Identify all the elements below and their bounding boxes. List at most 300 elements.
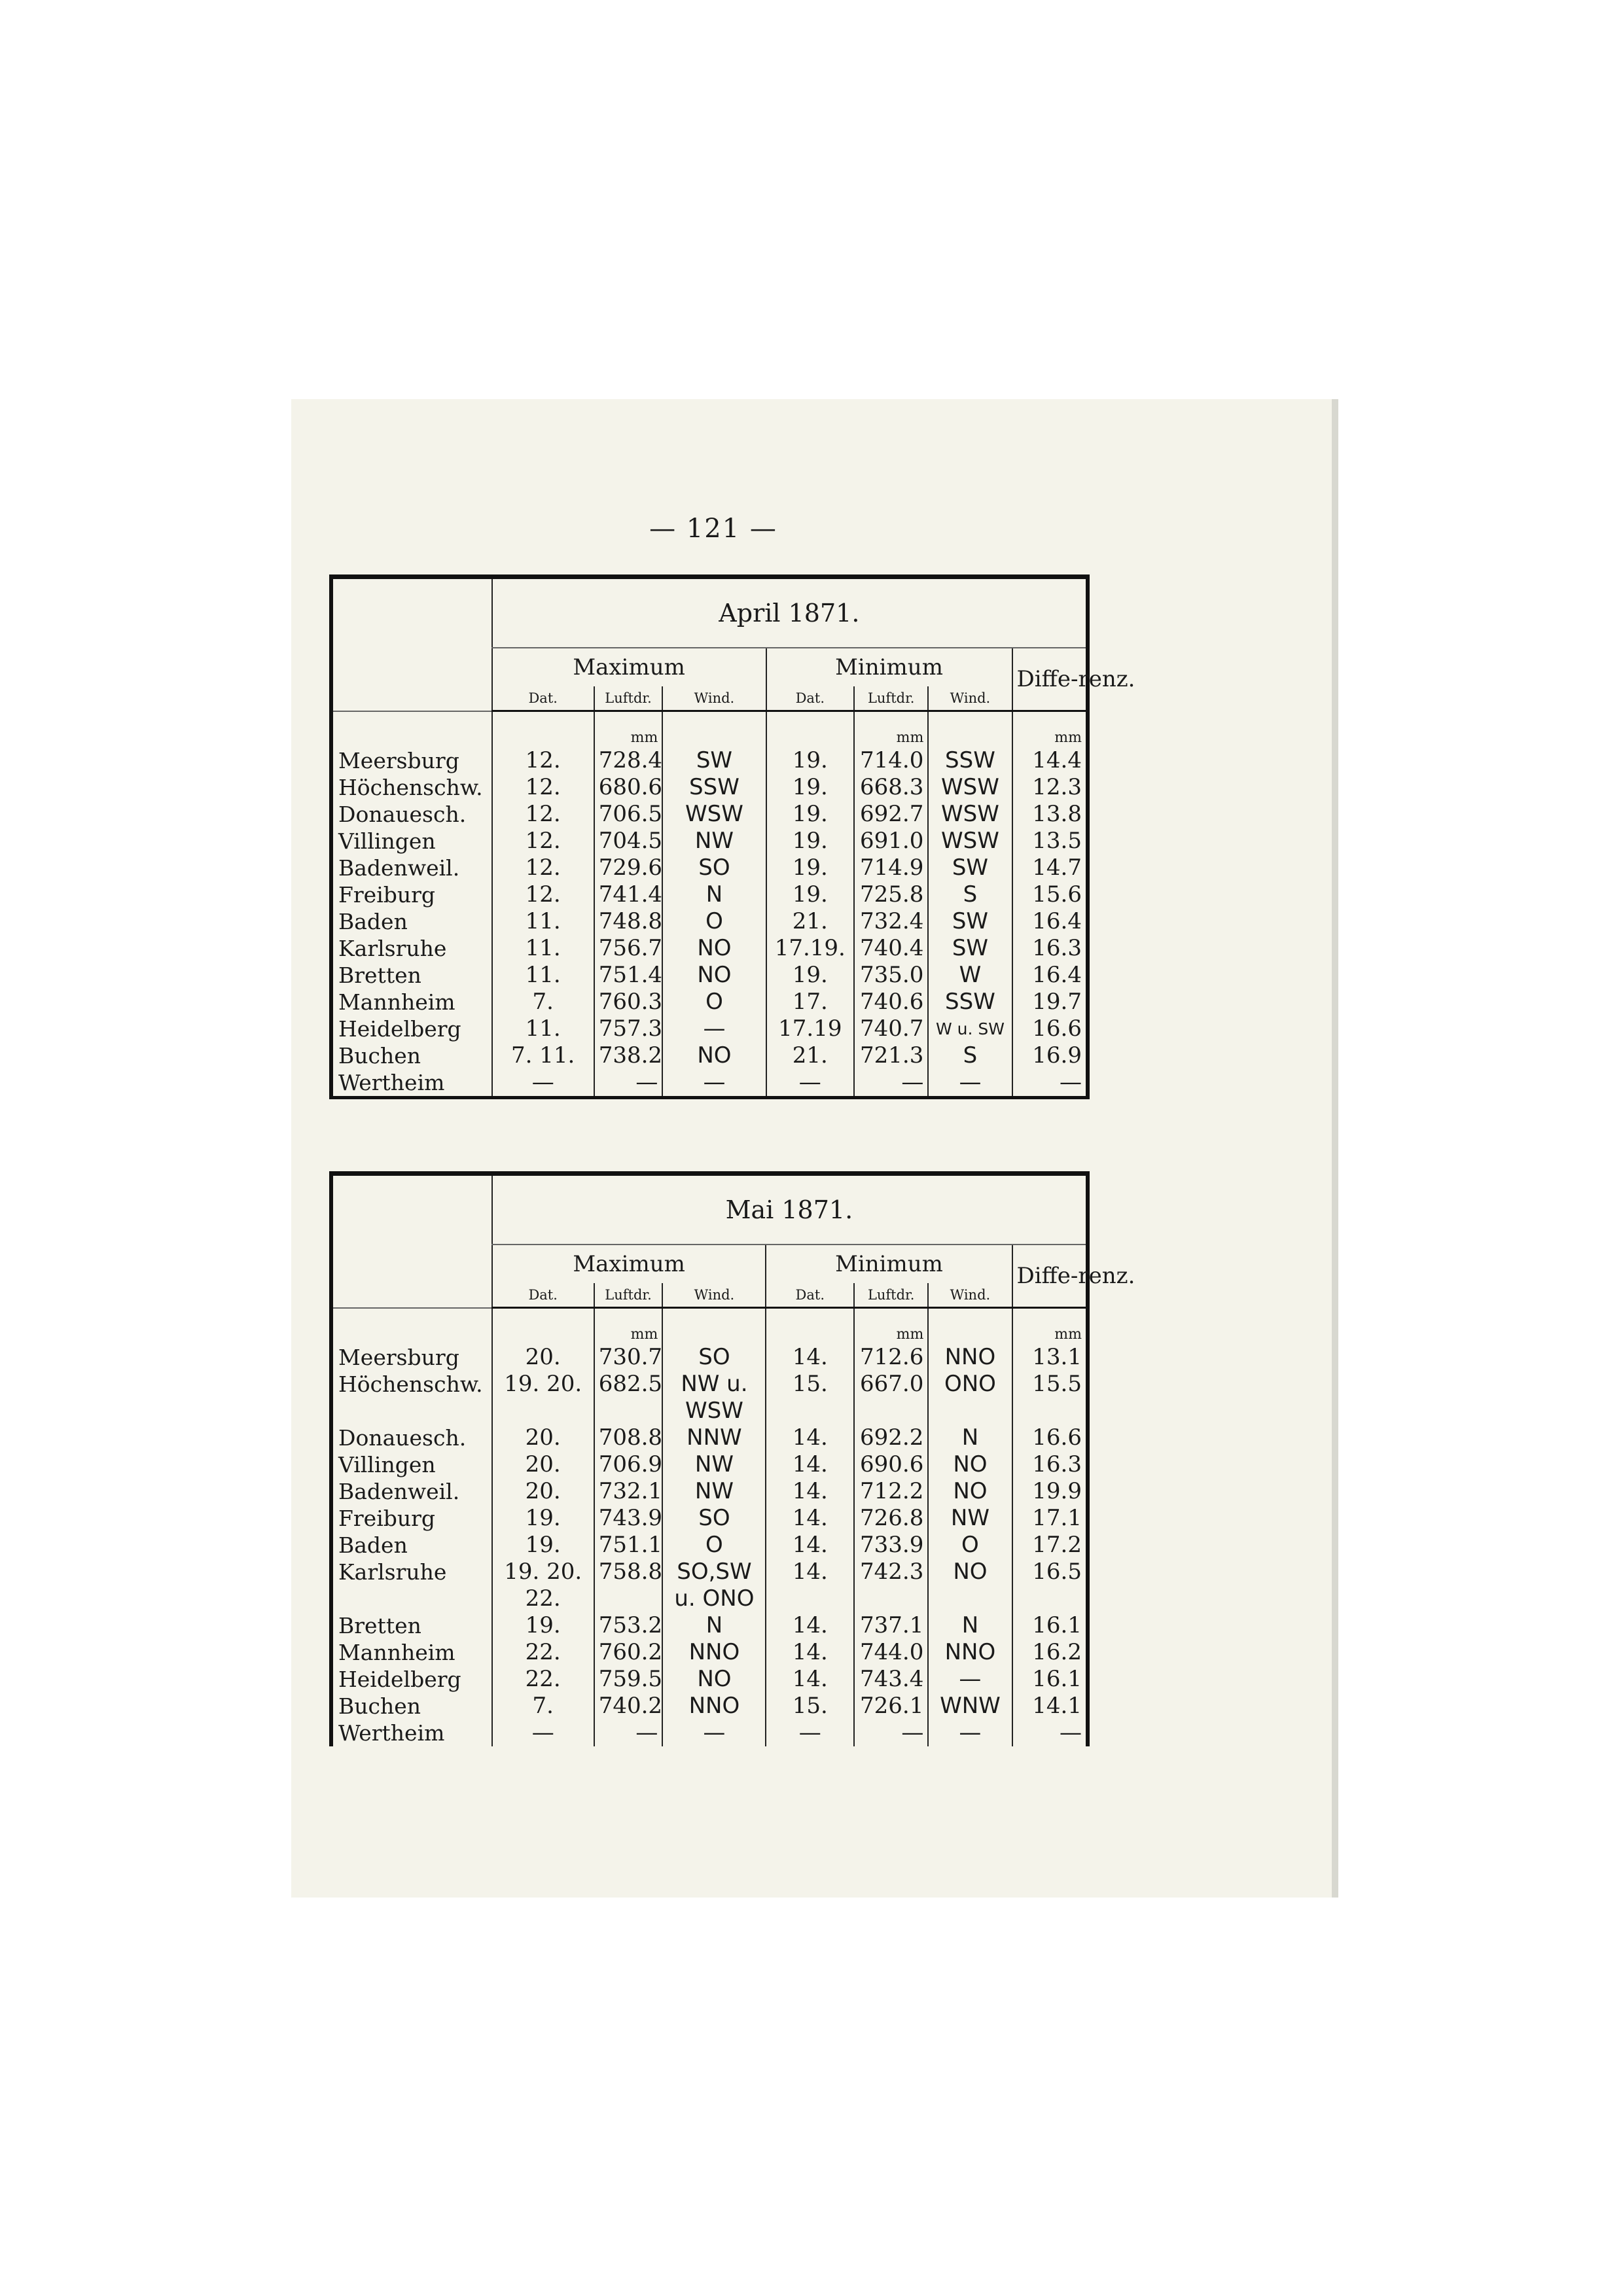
min-wind: N xyxy=(928,1612,1012,1639)
max-wind: SO xyxy=(662,855,766,881)
max-date: 19. xyxy=(492,1505,594,1532)
empty-cell xyxy=(928,711,1012,748)
differenz-value: 16.9 xyxy=(1012,1042,1088,1069)
differenz-value: 16.6 xyxy=(1012,1016,1088,1042)
max-date: 12. xyxy=(492,855,594,881)
min-pressure: 721.3 xyxy=(854,1042,928,1069)
max-wind: NO xyxy=(662,1042,766,1069)
max-wind: O xyxy=(662,908,766,935)
table-row xyxy=(331,1585,1088,1612)
min-dat-header: Dat. xyxy=(766,1283,854,1308)
min-date: 17. xyxy=(766,989,855,1016)
differenz-value: 13.1 xyxy=(1012,1344,1088,1371)
min-date: 14. xyxy=(766,1532,854,1559)
min-date: 14. xyxy=(766,1559,854,1585)
table-row xyxy=(331,801,1088,828)
min-date: 14. xyxy=(766,1451,854,1478)
maximum-header: Maximum xyxy=(492,1245,766,1283)
station-name: Heidelberg xyxy=(338,1667,461,1692)
max-date: 19. 20. xyxy=(492,1371,594,1398)
differenz-value: 12.3 xyxy=(1012,774,1088,801)
table-row xyxy=(331,881,1088,908)
min-date: 19. xyxy=(766,801,855,828)
min-pressure: 712.6 xyxy=(854,1344,928,1371)
max-wind: NNO xyxy=(662,1639,766,1666)
empty-cell xyxy=(662,1308,766,1345)
differenz-header: Diffe-renz. xyxy=(1012,1245,1088,1308)
min-date: 19. xyxy=(766,828,855,855)
max-date: 7. xyxy=(492,1693,594,1720)
max-pressure: 728.4 xyxy=(594,747,663,774)
max-pressure: 760.3 xyxy=(594,989,663,1016)
differenz-value: 16.3 xyxy=(1012,1451,1088,1478)
min-pressure: 740.4 xyxy=(854,935,928,962)
table-row xyxy=(331,747,1088,774)
max-dat-header: Dat. xyxy=(492,686,594,711)
min-wind: SW xyxy=(928,855,1012,881)
max-date: — xyxy=(492,1069,594,1098)
min-pressure: 726.1 xyxy=(854,1693,928,1720)
min-wind: — xyxy=(928,1069,1012,1098)
min-pressure: 732.4 xyxy=(854,908,928,935)
min-date: 19. xyxy=(766,774,855,801)
max-date: 20. xyxy=(492,1344,594,1371)
mai-table-body xyxy=(331,1174,1135,1747)
max-wind: — xyxy=(662,1720,766,1746)
min-wind: WSW xyxy=(928,774,1012,801)
max-wind-header: Wind. xyxy=(662,1283,766,1308)
station-name: Badenweil. xyxy=(338,1479,460,1504)
table-row xyxy=(331,989,1088,1016)
max-date: 12. xyxy=(492,774,594,801)
max-date: 22. xyxy=(492,1639,594,1666)
min-wind: O xyxy=(928,1532,1012,1559)
max-wind: — xyxy=(662,1016,766,1042)
max-pressure: 682.5 xyxy=(594,1371,663,1398)
page-number: — 121 — xyxy=(649,514,777,544)
min-wind: — xyxy=(928,1666,1012,1693)
max-pressure: 732.1 xyxy=(594,1478,663,1505)
table-row xyxy=(331,1398,1088,1424)
station-name: Meersburg xyxy=(338,748,459,773)
differenz-value: — xyxy=(1012,1720,1088,1746)
min-date: 21. xyxy=(766,1042,855,1069)
differenz-value: 16.4 xyxy=(1012,962,1088,989)
min-date: 14. xyxy=(766,1639,854,1666)
max-date: 12. xyxy=(492,881,594,908)
station-name: Heidelberg xyxy=(338,1016,461,1042)
max-date xyxy=(492,1398,594,1424)
min-wind: S xyxy=(928,881,1012,908)
min-pressure: 744.0 xyxy=(854,1639,928,1666)
min-pressure: 726.8 xyxy=(854,1505,928,1532)
min-pressure: 714.0 xyxy=(854,747,928,774)
month-title-row xyxy=(331,577,1088,648)
station-name xyxy=(331,1398,492,1424)
max-date: 11. xyxy=(492,1016,594,1042)
station-name: Karlsruhe xyxy=(338,936,447,961)
min-wind: NNO xyxy=(928,1344,1012,1371)
table-row xyxy=(331,1639,1088,1666)
min-luftdr-header: Luftdr. xyxy=(854,1283,928,1308)
differenz-value: 16.2 xyxy=(1012,1639,1088,1666)
max-date: 12. xyxy=(492,801,594,828)
table-row xyxy=(331,1451,1088,1478)
table-row xyxy=(331,1016,1088,1042)
month-title: Mai 1871. xyxy=(492,1174,1088,1245)
max-date: 20. xyxy=(492,1424,594,1451)
table-row xyxy=(331,1612,1088,1639)
min-wind: W xyxy=(928,962,1012,989)
min-wind: WNW xyxy=(928,1693,1012,1720)
unit-label: mm xyxy=(594,1308,663,1345)
station-name: Badenweil. xyxy=(338,855,460,881)
min-pressure: — xyxy=(854,1069,928,1098)
min-wind: SSW xyxy=(928,989,1012,1016)
station-name: Mannheim xyxy=(338,1640,455,1665)
min-wind: — xyxy=(928,1720,1012,1746)
min-pressure xyxy=(854,1585,928,1612)
min-date: 14. xyxy=(766,1666,854,1693)
table-row xyxy=(331,1042,1088,1069)
min-luftdr-header: Luftdr. xyxy=(854,686,928,711)
unit-row xyxy=(331,1308,1088,1345)
min-date: 15. xyxy=(766,1693,854,1720)
table-row xyxy=(331,908,1088,935)
min-date: 21. xyxy=(766,908,855,935)
maximum-header: Maximum xyxy=(492,648,766,686)
max-luftdr-header: Luftdr. xyxy=(594,686,663,711)
min-date: 15. xyxy=(766,1371,854,1398)
min-wind: NO xyxy=(928,1451,1012,1478)
min-wind: SSW xyxy=(928,747,1012,774)
max-pressure: 740.2 xyxy=(594,1693,663,1720)
max-wind: WSW xyxy=(662,1398,766,1424)
table-row xyxy=(331,1532,1088,1559)
min-pressure: 743.4 xyxy=(854,1666,928,1693)
station-name: Karlsruhe xyxy=(338,1559,447,1585)
scanned-page xyxy=(291,399,1338,1898)
max-pressure: 753.2 xyxy=(594,1612,663,1639)
max-wind: NO xyxy=(662,935,766,962)
table-row xyxy=(331,1069,1088,1098)
table-row xyxy=(331,1693,1088,1720)
min-date: 19. xyxy=(766,747,855,774)
min-date: 14. xyxy=(766,1424,854,1451)
min-dat-header: Dat. xyxy=(766,686,855,711)
max-pressure: — xyxy=(594,1069,663,1098)
differenz-value: 15.6 xyxy=(1012,881,1088,908)
max-date: 11. xyxy=(492,962,594,989)
max-pressure: — xyxy=(594,1720,663,1746)
differenz-value: 19.9 xyxy=(1012,1478,1088,1505)
max-date: 11. xyxy=(492,908,594,935)
table-row xyxy=(331,1478,1088,1505)
max-wind: NNW xyxy=(662,1424,766,1451)
max-wind: NW xyxy=(662,1478,766,1505)
max-wind: NO xyxy=(662,1666,766,1693)
min-wind: SW xyxy=(928,935,1012,962)
min-date: — xyxy=(766,1069,855,1098)
min-date: 14. xyxy=(766,1478,854,1505)
differenz-value: — xyxy=(1012,1069,1088,1098)
differenz-value: 14.7 xyxy=(1012,855,1088,881)
min-pressure: 690.6 xyxy=(854,1451,928,1478)
station-name xyxy=(331,1585,492,1612)
differenz-value: 16.4 xyxy=(1012,908,1088,935)
max-date: 12. xyxy=(492,828,594,855)
max-pressure: 704.5 xyxy=(594,828,663,855)
max-wind: N xyxy=(662,881,766,908)
min-wind xyxy=(928,1585,1012,1612)
min-wind: NNO xyxy=(928,1639,1012,1666)
table-row xyxy=(331,1720,1088,1746)
max-pressure: 760.2 xyxy=(594,1639,663,1666)
empty-cell xyxy=(662,711,766,748)
min-pressure: 712.2 xyxy=(854,1478,928,1505)
min-wind: N xyxy=(928,1424,1012,1451)
differenz-value: 16.5 xyxy=(1012,1559,1088,1585)
min-wind-header: Wind. xyxy=(928,1283,1012,1308)
max-dat-header: Dat. xyxy=(492,1283,594,1308)
min-pressure: 692.7 xyxy=(854,801,928,828)
min-wind: W u. SW xyxy=(928,1016,1012,1042)
max-pressure xyxy=(594,1585,663,1612)
unit-row xyxy=(331,711,1088,748)
empty-cell xyxy=(928,1308,1012,1345)
max-pressure xyxy=(594,1398,663,1424)
max-pressure: 751.4 xyxy=(594,962,663,989)
max-pressure: 738.2 xyxy=(594,1042,663,1069)
max-pressure: 751.1 xyxy=(594,1532,663,1559)
table-row xyxy=(331,855,1088,881)
max-wind: SO xyxy=(662,1505,766,1532)
max-wind: u. ONO xyxy=(662,1585,766,1612)
max-pressure: 743.9 xyxy=(594,1505,663,1532)
max-pressure: 757.3 xyxy=(594,1016,663,1042)
max-date: 11. xyxy=(492,935,594,962)
empty-cell xyxy=(331,1308,492,1345)
min-pressure: 733.9 xyxy=(854,1532,928,1559)
station-name: Baden xyxy=(338,1532,408,1558)
min-wind: SW xyxy=(928,908,1012,935)
max-pressure: 680.6 xyxy=(594,774,663,801)
station-name: Freiburg xyxy=(338,882,436,908)
min-date: 17.19 xyxy=(766,1016,855,1042)
differenz-value: 14.1 xyxy=(1012,1693,1088,1720)
min-date: 19. xyxy=(766,855,855,881)
min-pressure: 742.3 xyxy=(854,1559,928,1585)
max-pressure: 730.7 xyxy=(594,1344,663,1371)
max-date: 20. xyxy=(492,1478,594,1505)
max-luftdr-header: Luftdr. xyxy=(594,1283,663,1308)
mai-table xyxy=(329,1171,1135,1746)
max-date: 19. xyxy=(492,1612,594,1639)
empty-cell xyxy=(492,1308,594,1345)
max-date: 19. 20. xyxy=(492,1559,594,1585)
table-row xyxy=(331,828,1088,855)
differenz-value: 17.2 xyxy=(1012,1532,1088,1559)
empty-cell xyxy=(331,711,492,748)
table-row xyxy=(331,774,1088,801)
station-name: Bretten xyxy=(338,1613,421,1638)
differenz-value: 16.6 xyxy=(1012,1424,1088,1451)
max-pressure: 729.6 xyxy=(594,855,663,881)
max-date: 22. xyxy=(492,1666,594,1693)
min-pressure: 692.2 xyxy=(854,1424,928,1451)
max-wind: SW xyxy=(662,747,766,774)
unit-label: mm xyxy=(1012,711,1088,748)
max-wind: NNO xyxy=(662,1693,766,1720)
max-pressure: 741.4 xyxy=(594,881,663,908)
max-wind: O xyxy=(662,989,766,1016)
max-date: 20. xyxy=(492,1451,594,1478)
min-wind: NO xyxy=(928,1559,1012,1585)
min-date: — xyxy=(766,1720,854,1746)
differenz-header: Diffe-renz. xyxy=(1012,648,1088,711)
differenz-value xyxy=(1012,1585,1088,1612)
max-wind: O xyxy=(662,1532,766,1559)
min-date: 14. xyxy=(766,1505,854,1532)
max-wind: NW xyxy=(662,1451,766,1478)
max-pressure: 758.8 xyxy=(594,1559,663,1585)
differenz-value xyxy=(1012,1398,1088,1424)
differenz-value: 15.5 xyxy=(1012,1371,1088,1398)
differenz-value: 16.1 xyxy=(1012,1612,1088,1639)
minimum-header: Minimum xyxy=(766,1245,1012,1283)
station-name: Freiburg xyxy=(338,1506,436,1531)
min-wind: S xyxy=(928,1042,1012,1069)
empty-cell xyxy=(766,1308,854,1345)
min-wind: WSW xyxy=(928,828,1012,855)
min-date: 19. xyxy=(766,962,855,989)
max-date: 12. xyxy=(492,747,594,774)
table-row xyxy=(331,1371,1088,1398)
differenz-value: 13.5 xyxy=(1012,828,1088,855)
unit-label: mm xyxy=(854,1308,928,1345)
station-name: Baden xyxy=(338,909,408,934)
max-pressure: 759.5 xyxy=(594,1666,663,1693)
table-row xyxy=(331,962,1088,989)
station-name: Donauesch. xyxy=(338,802,467,827)
min-date xyxy=(766,1398,854,1424)
station-name: Villingen xyxy=(338,828,436,854)
table-row xyxy=(331,1344,1088,1371)
station-name: Villingen xyxy=(338,1452,436,1477)
empty-cell xyxy=(492,711,594,748)
max-pressure: 756.7 xyxy=(594,935,663,962)
min-date: 19. xyxy=(766,881,855,908)
min-wind: ONO xyxy=(928,1371,1012,1398)
stub-cell xyxy=(331,1174,492,1308)
min-date: 14. xyxy=(766,1612,854,1639)
min-pressure: — xyxy=(854,1720,928,1746)
empty-cell xyxy=(766,711,855,748)
station-name: Meersburg xyxy=(338,1345,459,1370)
station-name: Wertheim xyxy=(331,1069,492,1098)
table-row xyxy=(331,1424,1088,1451)
max-date: 7. xyxy=(492,989,594,1016)
max-date: 22. xyxy=(492,1585,594,1612)
min-wind-header: Wind. xyxy=(928,686,1012,711)
max-wind: — xyxy=(662,1069,766,1098)
min-pressure: 725.8 xyxy=(854,881,928,908)
april-table xyxy=(329,574,1135,1099)
max-wind: NO xyxy=(662,962,766,989)
max-wind: SO,SW xyxy=(662,1559,766,1585)
differenz-value: 16.1 xyxy=(1012,1666,1088,1693)
station-name: Höchenschw. xyxy=(338,775,483,800)
differenz-value: 13.8 xyxy=(1012,801,1088,828)
april-table-body xyxy=(331,577,1135,1098)
differenz-value: 14.4 xyxy=(1012,747,1088,774)
station-name: Bretten xyxy=(338,963,421,988)
max-wind: NW u. xyxy=(662,1371,766,1398)
table-row xyxy=(331,1666,1088,1693)
max-date: — xyxy=(492,1720,594,1746)
min-pressure: 691.0 xyxy=(854,828,928,855)
unit-label: mm xyxy=(1012,1308,1088,1345)
min-pressure: 740.7 xyxy=(854,1016,928,1042)
min-date: 14. xyxy=(766,1344,854,1371)
table-row xyxy=(331,935,1088,962)
max-wind: NW xyxy=(662,828,766,855)
station-name: Donauesch. xyxy=(338,1425,467,1451)
min-pressure: 735.0 xyxy=(854,962,928,989)
max-pressure: 706.9 xyxy=(594,1451,663,1478)
max-pressure: 706.5 xyxy=(594,801,663,828)
max-date: 19. xyxy=(492,1532,594,1559)
month-title-row xyxy=(331,1174,1088,1245)
minimum-header: Minimum xyxy=(766,648,1012,686)
station-name: Buchen xyxy=(338,1043,421,1069)
station-name: Buchen xyxy=(338,1693,421,1719)
differenz-value: 17.1 xyxy=(1012,1505,1088,1532)
max-wind: N xyxy=(662,1612,766,1639)
station-name: Wertheim xyxy=(338,1720,445,1746)
differenz-value: 19.7 xyxy=(1012,989,1088,1016)
differenz-value: 16.3 xyxy=(1012,935,1088,962)
max-pressure: 708.8 xyxy=(594,1424,663,1451)
min-pressure: 668.3 xyxy=(854,774,928,801)
min-pressure: 714.9 xyxy=(854,855,928,881)
min-wind xyxy=(928,1398,1012,1424)
min-wind: NW xyxy=(928,1505,1012,1532)
min-pressure: 740.6 xyxy=(854,989,928,1016)
table-row xyxy=(331,1505,1088,1532)
max-wind: SO xyxy=(662,1344,766,1371)
unit-label: mm xyxy=(854,711,928,748)
stub-cell xyxy=(331,577,492,711)
min-wind: NO xyxy=(928,1478,1012,1505)
max-wind: SSW xyxy=(662,774,766,801)
table-row xyxy=(331,1559,1088,1585)
max-wind-header: Wind. xyxy=(662,686,766,711)
min-pressure xyxy=(854,1398,928,1424)
unit-label: mm xyxy=(594,711,663,748)
min-pressure: 737.1 xyxy=(854,1612,928,1639)
month-title: April 1871. xyxy=(492,577,1088,648)
max-wind: WSW xyxy=(662,801,766,828)
min-date xyxy=(766,1585,854,1612)
max-pressure: 748.8 xyxy=(594,908,663,935)
min-wind: WSW xyxy=(928,801,1012,828)
max-date: 7. 11. xyxy=(492,1042,594,1069)
station-name: Höchenschw. xyxy=(338,1371,483,1397)
min-date: 17.19. xyxy=(766,935,855,962)
min-pressure: 667.0 xyxy=(854,1371,928,1398)
station-name: Mannheim xyxy=(338,989,455,1015)
